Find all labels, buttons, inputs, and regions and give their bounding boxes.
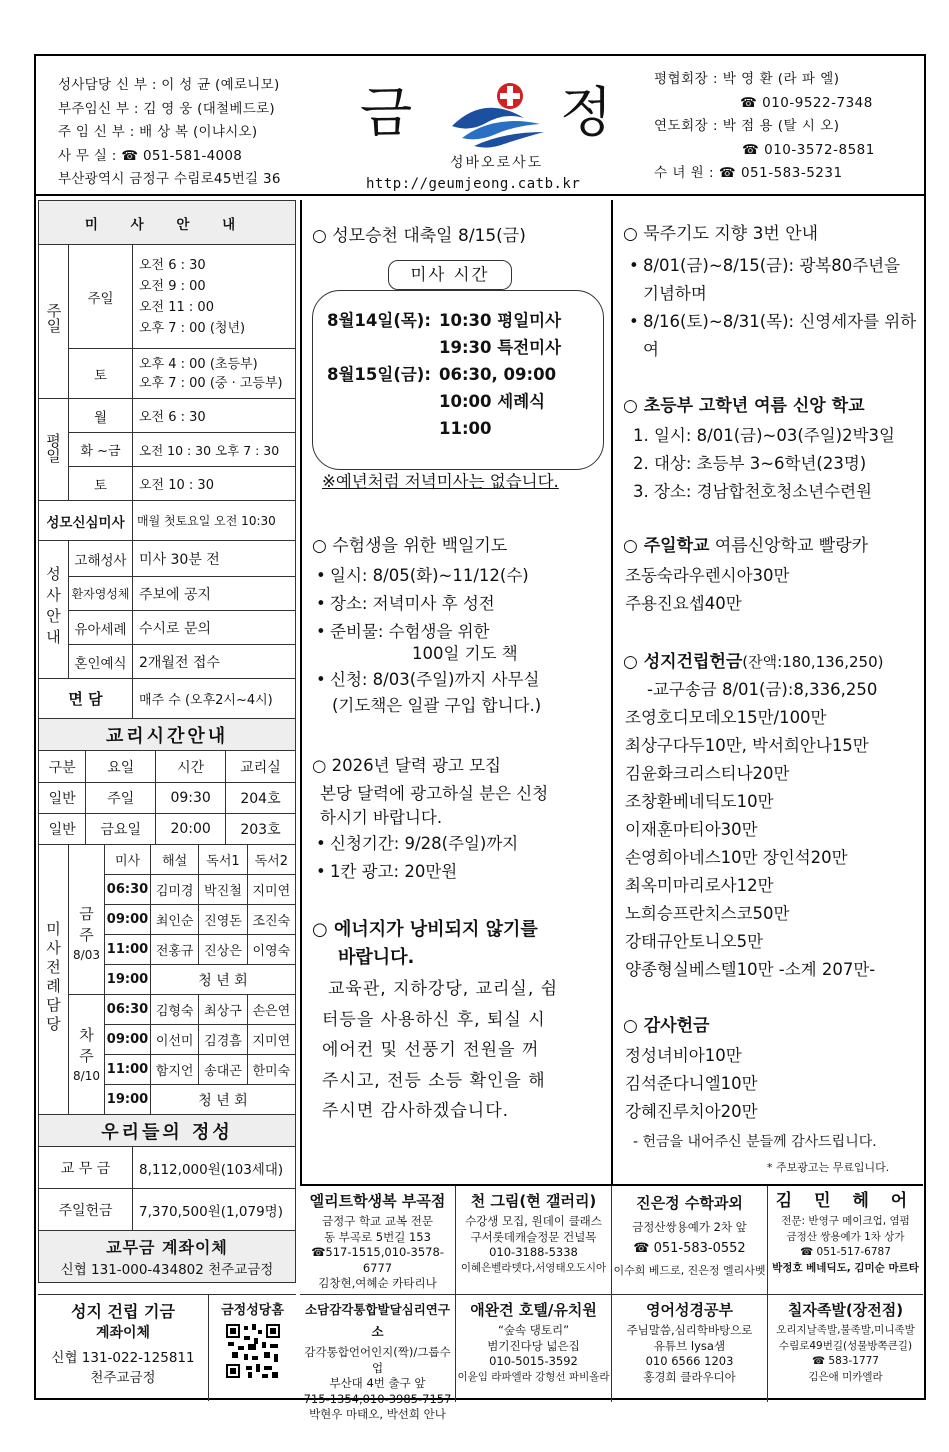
- cell: 09:30: [156, 783, 226, 814]
- qr-code-icon[interactable]: [224, 1322, 282, 1380]
- building-fund-box: [38, 1294, 296, 1400]
- ad-name: 칠자족발(장전점): [787, 1301, 904, 1319]
- col-header: 해설: [151, 845, 199, 875]
- person: 박진철: [199, 875, 247, 905]
- rosary-title: ○ 묵주기도 지향 3번 안내: [623, 224, 819, 244]
- donor-line: 조창환베네딕도10만: [625, 792, 774, 811]
- catechism-table: [38, 718, 296, 845]
- list-item: • 신청기간: 9/28(주일)까지: [312, 830, 518, 858]
- mass-desc: 10:00 세례식: [439, 392, 546, 411]
- weekday-name: 토: [69, 467, 133, 501]
- person: 송대곤: [199, 1055, 247, 1085]
- donor-line: 노희승프란치스코50만: [625, 904, 790, 923]
- ad-line: ☎ 051-583-0552: [633, 1241, 746, 1256]
- donor-line: 최상구다두10만, 박서희안나15만: [625, 736, 869, 755]
- mass-time: 19:00: [105, 1085, 151, 1115]
- donor-line: 양종형실베스텔10만 -소계 207만-: [625, 960, 876, 979]
- donor-line: 김석준다니엘10만: [625, 1074, 758, 1093]
- ad-line: 금정산 쌍용예가 1차 상가: [786, 1230, 905, 1243]
- exam-prayer-list: [312, 666, 539, 694]
- person: 김경흠: [199, 1025, 247, 1055]
- ad-line: 이윤임 라파엘라 강형선 파비올라: [457, 1370, 610, 1383]
- ad-line: 010-5015-3592: [489, 1354, 578, 1368]
- ad-box: [612, 1294, 768, 1402]
- no-evening-mass-note: ※예년처럼 저녁미사는 없습니다.: [322, 472, 559, 491]
- sunday-school-title-rest: 여름신앙학교 빨랑카: [709, 536, 869, 556]
- sacrament-label: [39, 541, 69, 679]
- cell: 일반: [39, 783, 86, 814]
- col-header: 시간: [156, 751, 226, 783]
- ad-line: 전문: 반영구 메이크업, 염펌: [781, 1215, 910, 1227]
- building-fund-info: [38, 1299, 208, 1386]
- energy-line: 주시면 감사하겠습니다.: [322, 1101, 510, 1121]
- energy-title: ○ 에너지가 낭비되지 않기를: [312, 919, 538, 940]
- exam-prayer-title: ○ 수험생을 위한 백일기도: [312, 536, 508, 556]
- homepage-box[interactable]: [208, 1295, 296, 1401]
- ad-line: 부산대 4번 출구 앞: [329, 1376, 426, 1390]
- clergy-line: 성사담당 신 부 : 이 성 균 (예로니모): [58, 77, 280, 93]
- council-line: 평협회장 : 박 영 환 (라 파 엘): [654, 71, 840, 87]
- building-fund-title: 성지 건립 기금: [71, 1302, 175, 1321]
- sat-times: [133, 349, 296, 399]
- homepage-label: 금정성당홈: [221, 1303, 284, 1318]
- ad-name: 김 민 헤 어: [775, 1191, 916, 1211]
- sunday-school-donors: [625, 562, 789, 618]
- sunday-label-text: 주일: [44, 303, 63, 333]
- mass-time: 06:30: [105, 995, 151, 1025]
- cell: 주일: [86, 783, 156, 814]
- donor-line: 손영희아네스10만 장인석20만: [625, 848, 848, 867]
- ad-line: “숲속 댕토리”: [497, 1323, 570, 1337]
- meeting-label: 면 담: [39, 679, 133, 719]
- assumption-title: ○ 성모승천 대축일 8/15(금): [312, 226, 526, 246]
- calendar-ad-text: 하시기 바랍니다.: [320, 808, 443, 827]
- offering-title: 우리들의 정성: [39, 1115, 296, 1147]
- mass-time: 11:00: [105, 1055, 151, 1085]
- ad-name: 애완견 호텔/유치원: [470, 1301, 597, 1319]
- ad-line: ☎ 583-1777: [812, 1355, 879, 1367]
- weekday-name: 월: [69, 399, 133, 433]
- list-item: • 1칸 광고: 20만원: [312, 858, 518, 886]
- list-item-cont: 100일 기도 책: [412, 644, 518, 663]
- first-sat-value: 매월 첫토요일 오전 10:30: [133, 501, 296, 541]
- col-header: 독서2: [247, 845, 295, 875]
- ad-box: [300, 1186, 456, 1294]
- donor-line: -교구송금 8/01(금):8,336,250: [647, 680, 878, 699]
- building-fund-account: 신협 131-022-125811: [51, 1350, 195, 1366]
- mass-desc: 06:30, 09:00: [439, 365, 557, 384]
- rosary-list: [625, 252, 917, 364]
- exam-prayer-list: [312, 562, 529, 646]
- sun-label: 주일: [69, 245, 133, 349]
- mass-time: 오후 7 : 00 (중 · 고등부): [139, 375, 283, 391]
- ad-line: 010-3188-5338: [489, 1245, 578, 1259]
- person: 한미숙: [247, 1055, 295, 1085]
- week-label: 차주: [77, 1026, 95, 1069]
- col-header: 독서1: [199, 845, 247, 875]
- weekday-name: 화 ~금: [69, 433, 133, 467]
- sacrament-label-text: 성사안내: [44, 565, 62, 650]
- calendar-ad-title: ○ 2026년 달력 광고 모집: [312, 756, 501, 775]
- sacrament-name: 고해성사: [69, 541, 133, 577]
- building-fund-title-bold: ○ 성지건립헌금: [623, 652, 743, 672]
- ad-name: 소담감각통합발달심리연구소: [305, 1302, 450, 1339]
- sun-times: [133, 245, 296, 349]
- first-sat-label: 성모신심미사: [39, 501, 133, 541]
- exam-prayer-note: (기도책은 일괄 구입 합니다.): [332, 696, 542, 715]
- donor-line: 최옥미마리로사12만: [625, 876, 774, 895]
- person: 최상구: [199, 995, 247, 1025]
- col-header: 교리실: [225, 751, 295, 783]
- donor-line: 정성녀비아10만: [625, 1046, 742, 1065]
- ad-name: 천 그림(현 갤러리): [470, 1192, 597, 1210]
- list-item: 1. 일시: 8/01(금)~03(주일)2박3일: [633, 426, 895, 445]
- person: 이영숙: [247, 935, 295, 965]
- clergy-line: 부주임신 부 : 김 영 웅 (대철베드로): [58, 100, 275, 117]
- cell: 금요일: [86, 814, 156, 845]
- ad-line: 715-1354,010-3985-7157: [303, 1391, 452, 1406]
- ad-line: 김창현,여혜순 카타리나: [318, 1276, 437, 1290]
- ad-line: 이수희 베드로, 진은정 엘리사벳: [613, 1264, 766, 1277]
- convent-line: 수 녀 원 : ☎ 051-583-5231: [654, 165, 843, 181]
- ad-line: 박정호 베네딕도, 김미순 마르타: [772, 1261, 919, 1274]
- cell: 204호: [225, 783, 295, 814]
- energy-title: 바랍니다.: [338, 947, 415, 968]
- mass-time: 09:00: [105, 1025, 151, 1055]
- parish-subtitle: 성바오로사도: [450, 155, 544, 171]
- title-left: 금: [360, 81, 415, 144]
- mass-time: 오전 6 : 30: [139, 257, 206, 273]
- cell: 20:00: [156, 814, 226, 845]
- person: 함지언: [151, 1055, 199, 1085]
- ad-line: 범기진다당 넓은집: [487, 1338, 580, 1353]
- offering-value: 7,370,500원(1,079명): [133, 1189, 296, 1231]
- ad-line: 구서롯데캐슬정문 건널목: [470, 1229, 597, 1244]
- week-date: 8/10: [73, 1068, 100, 1083]
- offering-label: 주일헌금: [39, 1189, 133, 1231]
- office-phone: 사 무 실 : ☎ 051-581-4008: [58, 147, 243, 164]
- ad-line: 이혜은벨라뎃다,서영태오도시아: [460, 1261, 607, 1274]
- mass-desc: 10:30 평일미사: [439, 311, 562, 330]
- donor-line: 강태규안토니오5만: [625, 932, 764, 951]
- council-phone: ☎ 010-3572-8581: [742, 141, 875, 158]
- col-header: 구분: [39, 751, 86, 783]
- sunday-label: [39, 245, 69, 399]
- blank-cell: [69, 845, 105, 875]
- duty-label: [39, 845, 69, 1115]
- ad-line: ☎517-1515,010-3578-6777: [311, 1245, 444, 1275]
- sunday-school-title-bold: ○ 주일학교: [623, 536, 710, 556]
- energy-body: [322, 974, 558, 1127]
- sacrament-value: 주보에 공지: [133, 577, 296, 611]
- ad-name: 영어성경공부: [646, 1301, 733, 1319]
- council-phone: ☎ 010-9522-7348: [740, 94, 873, 111]
- mass-time: 06:30: [105, 875, 151, 905]
- ad-box: [456, 1294, 612, 1402]
- meeting-value: 매주 수 (오후2시~4시): [133, 679, 296, 719]
- ad-box: [768, 1186, 923, 1294]
- list-item: 2. 대상: 초등부 3~6학년(23명): [633, 454, 867, 473]
- council-line: 연도회장 : 박 점 용 (탈 시 오): [654, 118, 840, 134]
- week-cell: [69, 995, 105, 1115]
- person: 지미연: [247, 875, 295, 905]
- energy-line: 주시고, 전등 소등 확인을 해: [322, 1070, 546, 1091]
- list-item: • 일시: 8/05(화)~11/12(수): [312, 562, 529, 590]
- building-fund-owner: 천주교금정: [90, 1370, 156, 1386]
- person: 이선미: [151, 1025, 199, 1055]
- list-item: • 장소: 저녁미사 후 성전: [312, 590, 529, 618]
- address: 부산광역시 금정구 수림로45번길 36: [58, 171, 281, 187]
- account-number: 신협 131-000-434802 천주교금정: [60, 1262, 274, 1278]
- list-item: • 신청: 8/03(주일)까지 사무실: [312, 666, 539, 694]
- thanks-offering-title: ○ 감사헌금: [623, 1016, 710, 1036]
- mass-time: 19:00: [105, 965, 151, 995]
- thanks-note: - 헌금을 내어주신 분들께 감사드립니다.: [633, 1134, 877, 1150]
- list-item: 3. 장소: 경남합천호청소년수련원: [633, 482, 872, 501]
- offering-value: 8,112,000원(103세대): [133, 1147, 296, 1189]
- sacrament-value: 2개월전 접수: [133, 645, 296, 679]
- summer-school-list: [633, 422, 895, 506]
- account-title: 교무금 계좌이체: [106, 1238, 228, 1257]
- cell: 203호: [225, 814, 295, 845]
- donor-line: 조동숙라우렌시아30만: [625, 566, 790, 585]
- weekday-time: 오전 10 : 30 오후 7 : 30: [133, 433, 296, 467]
- title-right: 정: [560, 81, 615, 144]
- ad-line: ☎ 051-517-6787: [800, 1246, 891, 1258]
- ad-line: 감각통합언어인지(짝)/그룹수업: [304, 1345, 451, 1375]
- mass-desc: 11:00: [439, 419, 492, 438]
- parish-url[interactable]: http://geumjeong.catb.kr: [366, 176, 581, 192]
- ad-box: [768, 1294, 923, 1402]
- sunday-school-title: [623, 532, 868, 560]
- duty-label-text: 미사전례담당: [44, 920, 62, 1035]
- ad-box: [612, 1186, 768, 1294]
- ad-line: 동 부곡로 5번길 153: [324, 1229, 431, 1244]
- list-item: • 8/16(토)~8/31(목): 신영세자를 위하여: [625, 308, 917, 364]
- building-fund-sub: 계좌이체: [95, 1325, 151, 1341]
- mass-title: 미 사 안 내: [39, 201, 296, 245]
- sacrament-name: 유아세례: [69, 611, 133, 645]
- account-cell: [39, 1231, 296, 1283]
- building-fund-title: [623, 648, 883, 676]
- ad-line: 오리지날족발,불족발,미니족발: [776, 1324, 915, 1336]
- middle-column: [300, 200, 613, 1184]
- energy-line: 에어컨 및 선풍기 전원을 꺼: [322, 1040, 540, 1060]
- mass-time: 오후 4 : 00 (초등부): [139, 356, 258, 372]
- person: 진영돈: [199, 905, 247, 935]
- person: 최인순: [151, 905, 199, 935]
- mass-time: 오후 7 : 00 (청년): [139, 320, 246, 336]
- youth-group: 청 년 회: [151, 1085, 296, 1115]
- ad-line: 홍경희 클라우디아: [643, 1369, 736, 1384]
- mass-time-label: 미사 시간: [388, 260, 512, 290]
- weekday-label: [39, 399, 69, 501]
- person: 지미연: [247, 1025, 295, 1055]
- mass-time-list: [327, 307, 561, 442]
- ad-name: 진은정 수학과외: [636, 1194, 743, 1212]
- person: 전홍규: [151, 935, 199, 965]
- mass-desc: 19:30 특전미사: [439, 338, 562, 357]
- building-fund-donors: [625, 676, 877, 984]
- offering-table: [38, 1114, 296, 1283]
- ad-box: [300, 1294, 456, 1421]
- ad-line: 010 6566 1203: [645, 1354, 734, 1368]
- donor-line: 주용진요셉40만: [625, 594, 742, 613]
- weekday-time: 오전 6 : 30: [133, 399, 296, 433]
- donor-line: 조영호디모데오15만/100만: [625, 708, 827, 727]
- person: 손은연: [247, 995, 295, 1025]
- offering-label: 교 무 금: [39, 1147, 133, 1189]
- ad-line: 박현우 마태오, 박선희 안나: [309, 1407, 446, 1421]
- col-header: 요일: [86, 751, 156, 783]
- sacrament-name: 환자영성체: [69, 577, 133, 611]
- col-header: 미사: [105, 845, 151, 875]
- summer-school-title: ○ 초등부 고학년 여름 신앙 학교: [623, 396, 865, 416]
- week-label: 금주: [77, 906, 95, 949]
- weekday-label-text: 평일: [44, 432, 62, 463]
- sat-label: 토: [69, 349, 133, 399]
- list-item: • 8/01(금)~8/15(금): 광복80주년을 기념하며: [625, 252, 917, 308]
- ad-line: 금정구 학교 교복 전문: [322, 1214, 433, 1228]
- mass-time: 11:00: [105, 935, 151, 965]
- youth-group: 청 년 회: [151, 965, 296, 995]
- list-item: • 준비물: 수험생을 위한: [312, 618, 529, 646]
- ads-section: [300, 1184, 923, 1421]
- ad-line: 김은애 미카엘라: [808, 1370, 883, 1383]
- ad-line: 금정산쌍용예가 2차 앞: [632, 1220, 747, 1234]
- clergy-line: 주 임 신 부 : 배 상 복 (이냐시오): [58, 124, 258, 140]
- energy-line: 터등을 사용하신 후, 퇴실 시: [322, 1009, 546, 1030]
- sacrament-value: 미사 30분 전: [133, 541, 296, 577]
- energy-line: 교육관, 지하강당, 교리실, 쉼: [328, 979, 559, 999]
- calendar-ad-text: 본당 달력에 광고하실 분은 신청: [320, 784, 549, 803]
- donor-line: 김윤화크리스티나20만: [625, 764, 790, 783]
- building-fund-balance: (잔액:180,136,250): [742, 653, 884, 671]
- sacrament-name: 혼인예식: [69, 645, 133, 679]
- person: 진상은: [199, 935, 247, 965]
- left-column: [38, 200, 296, 1283]
- ad-line: 주님말씀,심리학바탕으로: [626, 1323, 753, 1337]
- week-cell: [69, 875, 105, 995]
- calendar-ad-list: [312, 830, 518, 886]
- week-date: 8/03: [73, 948, 100, 963]
- mass-time: 09:00: [105, 905, 151, 935]
- liturgy-duty-table: [38, 844, 296, 1115]
- mass-date: 8월15일(금):: [327, 365, 431, 384]
- ad-free-note: * 주보광고는 무료입니다.: [767, 1161, 890, 1174]
- ad-name: 엘리트학생복 부곡점: [309, 1192, 446, 1210]
- mass-schedule-table: [38, 200, 296, 719]
- catechism-title: 교리시간안내: [39, 719, 296, 751]
- ad-line: 유튜브 lysa샘: [653, 1338, 726, 1353]
- mass-date: 8월14일(목):: [327, 311, 431, 330]
- ad-line: 수강생 모집, 원데이 클래스: [465, 1214, 602, 1228]
- right-column: [613, 200, 923, 1184]
- donor-line: 강혜진루치아20만: [625, 1102, 758, 1121]
- person: 조진숙: [247, 905, 295, 935]
- mass-time-box: [312, 290, 604, 470]
- cell: 일반: [39, 814, 86, 845]
- ad-box: [456, 1186, 612, 1294]
- person: 김미경: [151, 875, 199, 905]
- weekday-time: 오전 10 : 30: [133, 467, 296, 501]
- mass-time: 오전 11 : 00: [139, 299, 214, 315]
- ad-line: 수림로49번길(성물방쪽큰길): [778, 1339, 913, 1352]
- mass-time: 오전 9 : 00: [139, 278, 206, 294]
- person: 김형숙: [151, 995, 199, 1025]
- thanks-offering-donors: [625, 1042, 758, 1126]
- sacrament-value: 수시로 문의: [133, 611, 296, 645]
- donor-line: 이재훈마티아30만: [625, 820, 758, 839]
